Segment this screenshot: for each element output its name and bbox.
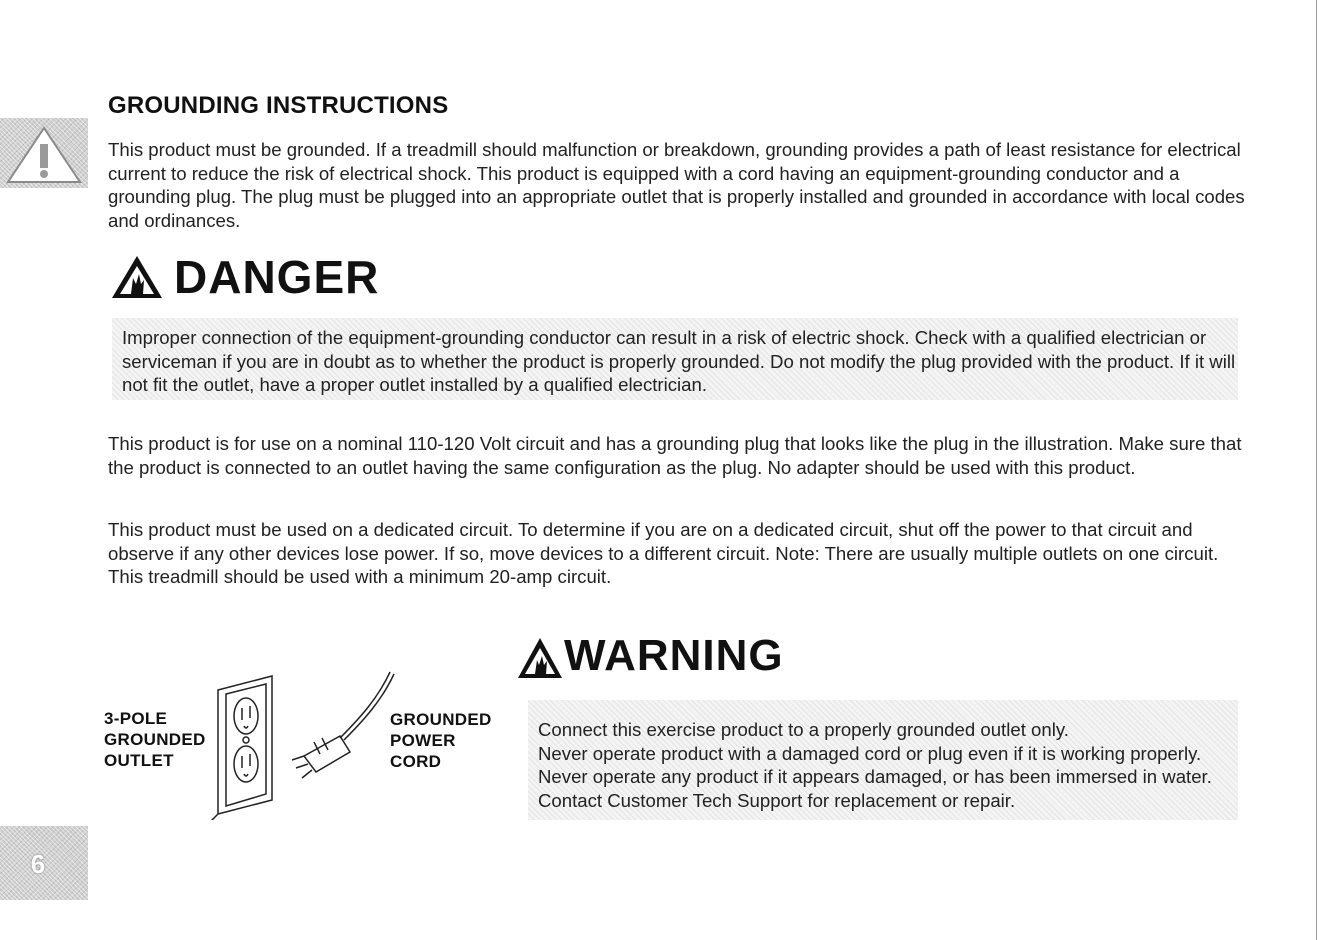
power-cord-illustration: [292, 672, 394, 778]
outlet-label: [104, 708, 206, 771]
warning-title: WARNING: [564, 631, 784, 680]
side-tab-caution: [0, 118, 88, 188]
cord-label-line: POWER: [390, 731, 456, 750]
warning-line-1: Connect this exercise product to a properly grounded outlet only.: [538, 719, 1069, 740]
circuit-paragraph: This product must be used on a dedicated circuit. To determine if you are on a dedicated circuit, shut off the power to that circuit and observe if any other devices lose power. If so, move devices to a different circuit. Note: There are usually multiple outlets on one circuit. This treadmill should be used with a minimum 20-amp circuit.: [108, 519, 1219, 587]
page-number: 6: [30, 849, 46, 879]
cord-label: [390, 709, 492, 772]
outlet-label-line: 3-POLE: [104, 709, 168, 728]
danger-title: DANGER: [174, 251, 380, 303]
danger-notice: [112, 318, 1238, 400]
page-number-tab: [0, 826, 88, 900]
outlet-label-line: OUTLET: [104, 751, 174, 770]
warning-triangle-icon: [516, 636, 564, 680]
warning-notice: [528, 700, 1238, 820]
page-title: GROUNDING INSTRUCTIONS: [108, 92, 449, 119]
page-edge-line: [1316, 0, 1317, 940]
danger-text: Improper connection of the equipment-grounding conductor can result in a risk of electric shock. Check with a qualified electrician or serviceman if you are in doubt as to whether the product is properly grounded. Do not modify the plug provided with the product. If it will not fit the outlet, have a proper outlet installed by a qualified electrician.: [122, 327, 1236, 395]
intro-paragraph: This product must be grounded. If a treadmill should malfunction or breakdown, grounding provides a path of least resistance for electrical current to reduce the risk of electrical shock. This product is equipped with a cord having an equipment-grounding conductor and a grounding plug. The plug must be plugged into an appropriate outlet that is properly installed and grounded in accordance with local codes and ordinances.: [108, 139, 1245, 231]
warning-line-2: Never operate product with a damaged cord or plug even if it is working properly. Never operate any product if it appears damaged, or has been immersed in water. Contact Customer Tech Support for replacement or repair.: [538, 742, 1212, 811]
caution-triangle-icon: [4, 124, 84, 186]
cord-label-line: CORD: [390, 752, 442, 771]
cord-label-line: GROUNDED: [390, 710, 492, 729]
outlet-and-plug-illustration: [204, 660, 404, 820]
warning-triangle-icon: [110, 254, 164, 300]
voltage-paragraph: This product is for use on a nominal 110-120 Volt circuit and has a grounding plug that looks like the plug in the illustration. Make sure that the product is connected to an outlet having the same configuration as the plug. No adapter should be used with this product.: [108, 433, 1242, 478]
outlet-label-line: GROUNDED: [104, 730, 206, 749]
danger-heading: [110, 252, 379, 302]
grounded-outlet-illustration: [210, 676, 272, 820]
warning-heading: [516, 632, 784, 680]
